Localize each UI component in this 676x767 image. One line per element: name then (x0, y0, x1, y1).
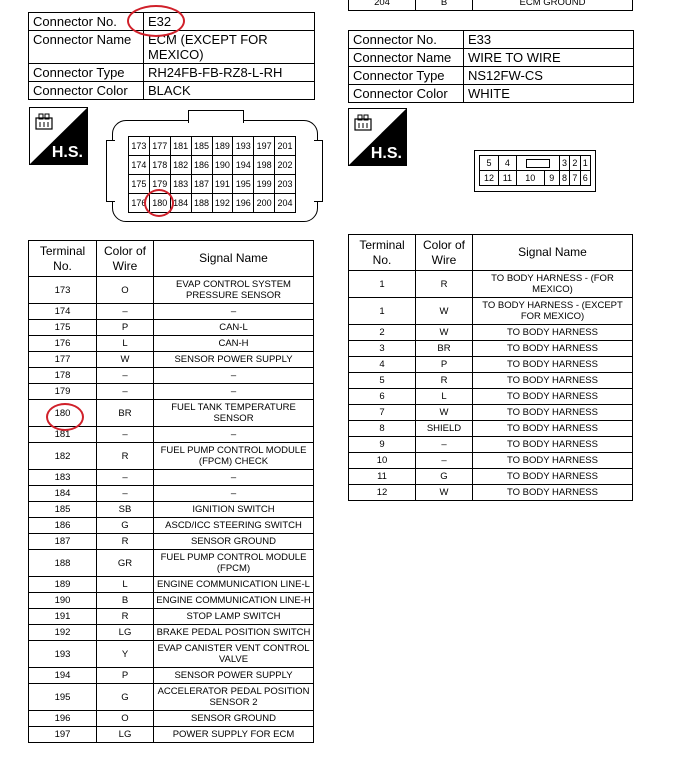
table-row (349, 271, 633, 298)
e33-connector-diagram (474, 150, 596, 192)
wire-color: B (97, 593, 154, 609)
connector-number: E32 (144, 13, 315, 31)
pin: 204 (275, 194, 296, 213)
terminal-no: 7 (349, 405, 416, 421)
info-label: Connector Name (29, 31, 144, 64)
table-row (29, 352, 314, 368)
e33-connector-info (348, 30, 634, 103)
wire-color: P (97, 320, 154, 336)
signal-name: TO BODY HARNESS (473, 437, 633, 453)
connector-color: WHITE (464, 85, 634, 103)
table-row (349, 437, 633, 453)
signal-name: SENSOR GROUND (154, 711, 314, 727)
table-row (349, 469, 633, 485)
highlight-circle-pin-180 (144, 189, 174, 217)
pin: 174 (129, 156, 150, 175)
wire-color: LG (97, 727, 154, 743)
hs-label: H.S. (51, 144, 83, 161)
signal-name: ENGINE COMMUNICATION LINE-H (154, 593, 314, 609)
signal-name: EVAP CANISTER VENT CONTROL VALVE (154, 641, 314, 668)
table-row (29, 277, 314, 304)
signal-name: EVAP CONTROL SYSTEM PRESSURE SENSOR (154, 277, 314, 304)
terminal-no: 185 (29, 502, 97, 518)
terminal-no: 174 (29, 304, 97, 320)
pin: 197 (254, 137, 275, 156)
table-row (29, 502, 314, 518)
pin: 188 (191, 194, 212, 213)
pin: 177 (149, 137, 170, 156)
wire-color: L (416, 389, 473, 405)
terminal-no: 180 (29, 400, 97, 427)
e32-connector-color-row (29, 82, 315, 100)
wire-color: B (416, 0, 473, 11)
table-row (29, 443, 314, 470)
wire-color: W (416, 298, 473, 325)
terminal-no: 178 (29, 368, 97, 384)
signal-name: TO BODY HARNESS - (EXCEPT FOR MEXICO) (473, 298, 633, 325)
pin: 11 (498, 171, 516, 186)
pin: 3 (559, 156, 569, 171)
pin: 196 (233, 194, 254, 213)
wire-color: P (97, 668, 154, 684)
e33-connector-color-row (349, 85, 634, 103)
pin: 176 (129, 194, 150, 213)
terminal-no: 6 (349, 389, 416, 405)
wire-color: R (97, 534, 154, 550)
signal-name: ECM GROUND (473, 0, 633, 11)
terminal-no: 177 (29, 352, 97, 368)
wire-color: SB (97, 502, 154, 518)
wire-color: L (97, 577, 154, 593)
terminal-no: 10 (349, 453, 416, 469)
e33-connector-no-row (349, 31, 634, 49)
connector-name: ECM (EXCEPT FOR MEXICO) (144, 31, 315, 64)
signal-name: CAN-L (154, 320, 314, 336)
pin: 203 (275, 175, 296, 194)
terminal-no: 184 (29, 486, 97, 502)
signal-name: SENSOR POWER SUPPLY (154, 352, 314, 368)
table-row (29, 486, 314, 502)
table-header (349, 235, 633, 271)
table-row (349, 325, 633, 341)
pin: 194 (233, 156, 254, 175)
table-row (349, 357, 633, 373)
pin: 193 (233, 137, 254, 156)
terminal-no: 197 (29, 727, 97, 743)
signal-name: TO BODY HARNESS (473, 485, 633, 501)
pin: 189 (212, 137, 233, 156)
terminal-no: 191 (29, 609, 97, 625)
e33-connector-name-row (349, 49, 634, 67)
signal-name: ACCELERATOR PEDAL POSITION SENSOR 2 (154, 684, 314, 711)
e32-connector-diagram (106, 110, 324, 228)
wire-color: W (416, 405, 473, 421)
signal-name: – (154, 304, 314, 320)
info-label: Connector No. (29, 13, 144, 31)
e32-signal-table (28, 240, 314, 743)
table-row (29, 518, 314, 534)
signal-name: ASCD/ICC STEERING SWITCH (154, 518, 314, 534)
wire-color: GR (97, 550, 154, 577)
e32-connector-name-row (29, 31, 315, 64)
pin: 9 (544, 171, 559, 186)
e33-hs-badge (348, 108, 407, 166)
signal-name: – (154, 470, 314, 486)
header-terminal: Terminal No. (349, 235, 416, 271)
signal-name: FUEL TANK TEMPERATURE SENSOR (154, 400, 314, 427)
terminal-no: 9 (349, 437, 416, 453)
terminal-no: 192 (29, 625, 97, 641)
previous-table-tail (348, 0, 633, 11)
signal-name: SENSOR POWER SUPPLY (154, 668, 314, 684)
table-row (29, 625, 314, 641)
terminal-no: 176 (29, 336, 97, 352)
pin: 198 (254, 156, 275, 175)
terminal-no: 11 (349, 469, 416, 485)
signal-name: SENSOR GROUND (154, 534, 314, 550)
signal-name: TO BODY HARNESS (473, 373, 633, 389)
terminal-no: 188 (29, 550, 97, 577)
e33-pin-grid (479, 155, 591, 186)
info-label: Connector Color (349, 85, 464, 103)
signal-name: TO BODY HARNESS (473, 453, 633, 469)
signal-name: STOP LAMP SWITCH (154, 609, 314, 625)
terminal-no: 186 (29, 518, 97, 534)
pin: 1 (580, 156, 590, 171)
table-row (29, 550, 314, 577)
wire-color: R (416, 373, 473, 389)
terminal-no: 194 (29, 668, 97, 684)
table-row (29, 384, 314, 400)
wire-color: G (416, 469, 473, 485)
connector-side-tab-right (314, 140, 323, 202)
wire-color: – (97, 427, 154, 443)
pin: 175 (129, 175, 150, 194)
signal-name: – (154, 368, 314, 384)
signal-name: IGNITION SWITCH (154, 502, 314, 518)
signal-name: ENGINE COMMUNICATION LINE-L (154, 577, 314, 593)
pin: 182 (170, 156, 191, 175)
signal-name: TO BODY HARNESS - (FOR MEXICO) (473, 271, 633, 298)
info-label: Connector Color (29, 82, 144, 100)
hs-label: H.S. (370, 145, 402, 162)
wire-color: R (97, 609, 154, 625)
pin: 6 (580, 171, 590, 186)
pin: 199 (254, 175, 275, 194)
e32-hs-badge (29, 107, 88, 165)
table-row (29, 336, 314, 352)
wire-color: G (97, 684, 154, 711)
table-row (349, 421, 633, 437)
terminal-no: 193 (29, 641, 97, 668)
signal-name: POWER SUPPLY FOR ECM (154, 727, 314, 743)
header-terminal: Terminal No. (29, 241, 97, 277)
table-row (29, 320, 314, 336)
terminal-no: 5 (349, 373, 416, 389)
terminal-no: 190 (29, 593, 97, 609)
pin: 183 (170, 175, 191, 194)
table-row (29, 593, 314, 609)
table-row (29, 609, 314, 625)
pin: 187 (191, 175, 212, 194)
wire-color: SHIELD (416, 421, 473, 437)
signal-name: TO BODY HARNESS (473, 469, 633, 485)
pin: 12 (480, 171, 499, 186)
wire-color: BR (97, 400, 154, 427)
info-label: Connector Type (29, 64, 144, 82)
wire-color: O (97, 277, 154, 304)
terminal-no: 182 (29, 443, 97, 470)
terminal-no: 187 (29, 534, 97, 550)
pin: 200 (254, 194, 275, 213)
pin: 178 (149, 156, 170, 175)
table-row (29, 304, 314, 320)
terminal-no: 1 (349, 298, 416, 325)
terminal-no: 183 (29, 470, 97, 486)
wire-color: W (416, 485, 473, 501)
terminal-no: 2 (349, 325, 416, 341)
terminal-no: 173 (29, 277, 97, 304)
connector-plug-icon (34, 112, 56, 132)
table-row (349, 453, 633, 469)
signal-name: TO BODY HARNESS (473, 405, 633, 421)
table-row (29, 368, 314, 384)
signal-name: FUEL PUMP CONTROL MODULE (FPCM) CHECK (154, 443, 314, 470)
pin: 173 (129, 137, 150, 156)
header-color: Color of Wire (97, 241, 154, 277)
signal-name: – (154, 486, 314, 502)
wire-color: W (97, 352, 154, 368)
terminal-no: 181 (29, 427, 97, 443)
signal-name: FUEL PUMP CONTROL MODULE (FPCM) (154, 550, 314, 577)
table-row (349, 373, 633, 389)
header-signal: Signal Name (473, 235, 633, 271)
table-row (349, 389, 633, 405)
e32-connector-type-row (29, 64, 315, 82)
wire-color: BR (416, 341, 473, 357)
terminal-no: 189 (29, 577, 97, 593)
wire-color: – (97, 304, 154, 320)
highlight-circle-e32 (127, 5, 185, 37)
pin: 202 (275, 156, 296, 175)
pin: 179 (149, 175, 170, 194)
table-row (29, 470, 314, 486)
wire-color: – (416, 453, 473, 469)
highlight-circle-terminal-180 (46, 403, 84, 431)
connector-side-tab-left (106, 140, 115, 202)
pin: 4 (498, 156, 516, 171)
connector-color: BLACK (144, 82, 315, 100)
terminal-no: 204 (349, 0, 416, 11)
pin: 201 (275, 137, 296, 156)
table-row (29, 711, 314, 727)
pin: 184 (170, 194, 191, 213)
pin: 192 (212, 194, 233, 213)
signal-name: CAN-H (154, 336, 314, 352)
info-label: Connector Type (349, 67, 464, 85)
pin: 191 (212, 175, 233, 194)
wire-color: R (416, 271, 473, 298)
wire-color: – (97, 368, 154, 384)
pin: 8 (559, 171, 569, 186)
info-label: Connector Name (349, 49, 464, 67)
table-row (349, 298, 633, 325)
wire-color: Y (97, 641, 154, 668)
wire-color: R (97, 443, 154, 470)
terminal-no: 8 (349, 421, 416, 437)
signal-name: TO BODY HARNESS (473, 325, 633, 341)
pin: 180 (149, 194, 170, 213)
signal-name: TO BODY HARNESS (473, 389, 633, 405)
e33-signal-table (348, 234, 633, 501)
signal-name: TO BODY HARNESS (473, 357, 633, 373)
terminal-no: 3 (349, 341, 416, 357)
signal-name: BRAKE PEDAL POSITION SWITCH (154, 625, 314, 641)
signal-name: – (154, 384, 314, 400)
pin: 186 (191, 156, 212, 175)
table-row (29, 727, 314, 743)
table-row (29, 684, 314, 711)
signal-name: TO BODY HARNESS (473, 341, 633, 357)
pin: 195 (233, 175, 254, 194)
header-color: Color of Wire (416, 235, 473, 271)
connector-type: NS12FW-CS (464, 67, 634, 85)
terminal-no: 196 (29, 711, 97, 727)
connector-type: RH24FB-FB-RZ8-L-RH (144, 64, 315, 82)
table-row (349, 405, 633, 421)
info-label: Connector No. (349, 31, 464, 49)
terminal-no: 1 (349, 271, 416, 298)
connector-number: E33 (464, 31, 634, 49)
table-row (29, 534, 314, 550)
wire-color: – (416, 437, 473, 453)
wire-color: L (97, 336, 154, 352)
table-row (29, 641, 314, 668)
terminal-no: 175 (29, 320, 97, 336)
wire-color: LG (97, 625, 154, 641)
connector-plug-icon (353, 113, 375, 133)
table-row (349, 0, 633, 11)
wire-color: O (97, 711, 154, 727)
table-row (29, 577, 314, 593)
connector-latch (188, 110, 244, 123)
pin-blank (516, 156, 559, 171)
terminal-no: 4 (349, 357, 416, 373)
wire-color: – (97, 384, 154, 400)
wire-color: – (97, 486, 154, 502)
pin: 5 (480, 156, 499, 171)
terminal-no: 179 (29, 384, 97, 400)
pin: 185 (191, 137, 212, 156)
connector-name: WIRE TO WIRE (464, 49, 634, 67)
table-row (349, 341, 633, 357)
wire-color: G (97, 518, 154, 534)
pin: 190 (212, 156, 233, 175)
e33-connector-type-row (349, 67, 634, 85)
pin: 7 (570, 171, 580, 186)
terminal-no: 195 (29, 684, 97, 711)
table-row (29, 668, 314, 684)
wire-color: – (97, 470, 154, 486)
pin: 10 (516, 171, 544, 186)
terminal-no: 12 (349, 485, 416, 501)
pin: 2 (570, 156, 580, 171)
table-row (349, 485, 633, 501)
signal-name: – (154, 427, 314, 443)
wire-color: W (416, 325, 473, 341)
table-header (29, 241, 314, 277)
signal-name: TO BODY HARNESS (473, 421, 633, 437)
wire-color: P (416, 357, 473, 373)
pin: 181 (170, 137, 191, 156)
header-signal: Signal Name (154, 241, 314, 277)
